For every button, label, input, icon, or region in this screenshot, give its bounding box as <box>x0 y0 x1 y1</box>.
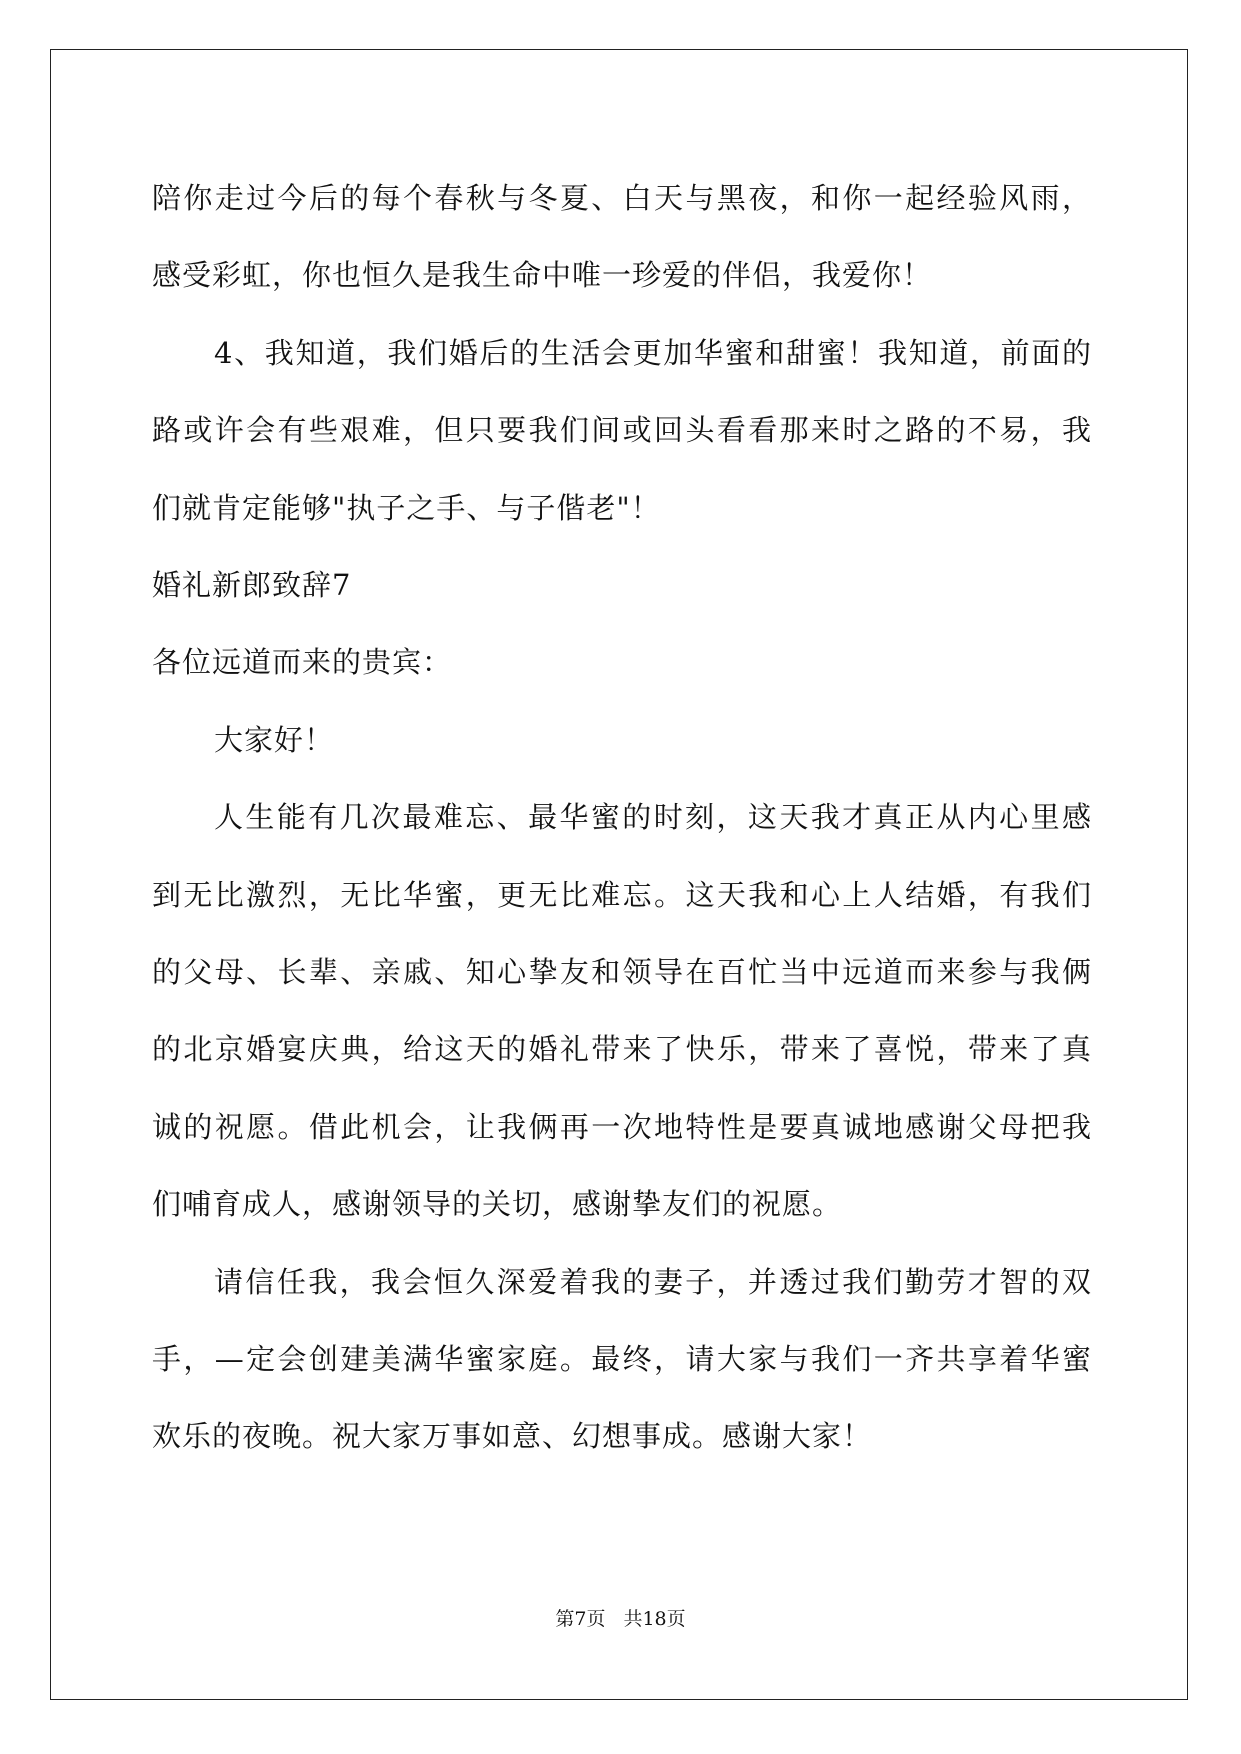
body-line-1: 陪你走过今后的每个春秋与冬夏、白天与黑夜，和你一起经验风雨， <box>152 181 1092 215</box>
closing-line-2: 手，—定会创建美满华蜜家庭。最终，请大家与我们一齐共享着华蜜 <box>152 1342 1092 1376</box>
speech-line-2: 到无比激烈，无比华蜜，更无比难忘。这天我和心上人结婚，有我们 <box>152 878 1092 912</box>
page-footer <box>0 1607 1241 1631</box>
paragraph-4-line-1: 4、我知道，我们婚后的生活会更加华蜜和甜蜜！我知道，前面的 <box>214 336 1092 370</box>
speech-line-1: 人生能有几次最难忘、最华蜜的时刻，这天我才真正从内心里感 <box>214 800 1092 834</box>
speech-line-3: 的父母、长辈、亲戚、知心挚友和领导在百忙当中远道而来参与我俩 <box>152 955 1092 989</box>
salutation: 各位远道而来的贵宾： <box>152 645 453 679</box>
speech-line-6: 们哺育成人，感谢领导的关切，感谢挚友们的祝愿。 <box>152 1187 843 1221</box>
body-line-2: 感受彩虹，你也恒久是我生命中唯一珍爱的伴侣，我爱你！ <box>152 258 933 292</box>
page-total: 共18页 <box>623 1608 686 1630</box>
greeting: 大家好！ <box>214 723 335 757</box>
closing-line-3: 欢乐的夜晚。祝大家万事如意、幻想事成。感谢大家！ <box>152 1419 873 1453</box>
paragraph-4-line-3: 们就肯定能够"执子之手、与子偕老"！ <box>152 491 661 525</box>
paragraph-4-line-2: 路或许会有些艰难，但只要我们间或回头看看那来时之路的不易，我 <box>152 413 1092 447</box>
section-heading: 婚礼新郎致辞7 <box>152 568 352 602</box>
page-number: 第7页 <box>555 1608 606 1630</box>
closing-line-1: 请信任我，我会恒久深爱着我的妻子，并透过我们勤劳才智的双 <box>214 1265 1092 1299</box>
speech-line-5: 诚的祝愿。借此机会，让我俩再一次地特性是要真诚地感谢父母把我 <box>152 1110 1092 1144</box>
speech-line-4: 的北京婚宴庆典，给这天的婚礼带来了快乐，带来了喜悦，带来了真 <box>152 1032 1092 1066</box>
